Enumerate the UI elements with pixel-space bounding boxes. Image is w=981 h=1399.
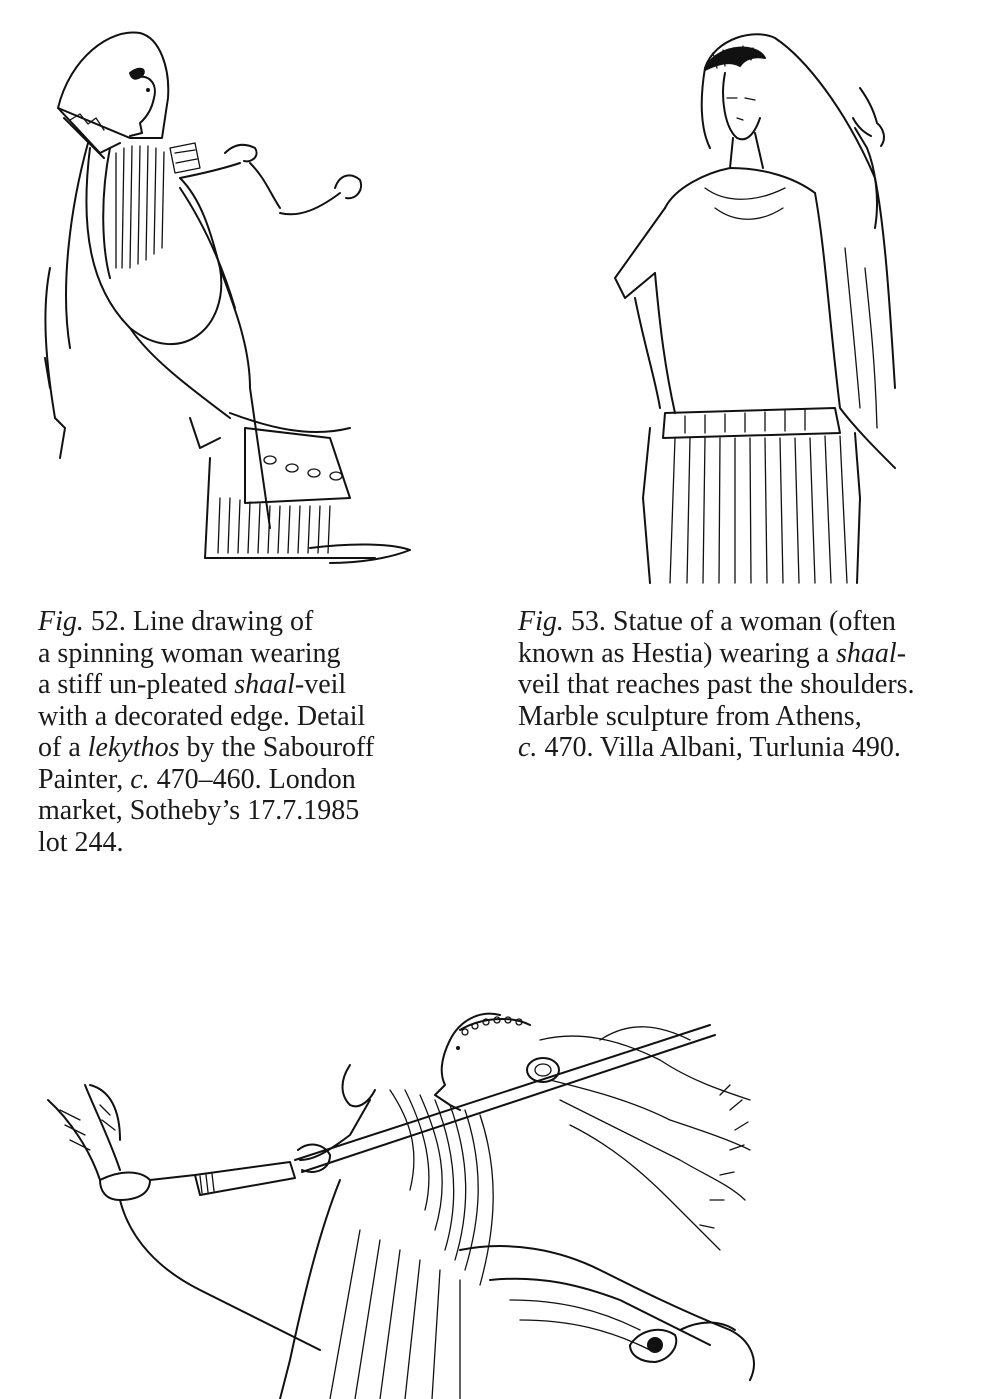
caption-line [38, 606, 374, 638]
caption-italic-run: Fig. [518, 606, 564, 637]
caption-italic-run: lekythos [87, 732, 180, 763]
caption-text-run: with a decorated edge. Detail [38, 700, 366, 732]
caption-text-run: of a [38, 732, 88, 763]
figure-53-statue-drawing [605, 28, 905, 588]
caption-text-run: - [896, 637, 907, 669]
caption-text-run: 470–460. London [149, 763, 356, 795]
caption-line [38, 701, 374, 733]
caption-line [38, 764, 374, 796]
caption-line [38, 732, 374, 764]
figure-52-spinning-woman-drawing [30, 28, 420, 573]
caption-text-run: a stiff un-pleated [38, 669, 235, 700]
caption-text-run: a spinning woman wearing [38, 637, 341, 669]
caption-text-run: -veil [294, 669, 347, 700]
figure-53-caption [518, 606, 915, 764]
figure-running-woman-drawing [40, 1000, 770, 1399]
caption-text-run: by the Sabouroff [179, 732, 375, 763]
figure-52-caption [38, 606, 374, 858]
caption-line [38, 638, 374, 670]
caption-italic-run: shaal [234, 669, 295, 700]
caption-text-run: Marble sculpture from Athens, [518, 700, 862, 732]
caption-italic-run: Fig. [38, 606, 84, 637]
caption-text-run: market, Sotheby’s 17.7.1985 [38, 795, 360, 826]
caption-line [38, 669, 374, 701]
caption-text-run: 52. Line drawing of [83, 606, 314, 637]
caption-text-run: lot 244. [38, 826, 124, 858]
caption-italic-run: c. [130, 763, 150, 795]
caption-line [518, 606, 915, 638]
caption-text-run: Painter, [38, 763, 131, 795]
caption-italic-run: shaal [836, 637, 897, 669]
caption-line [518, 701, 915, 733]
caption-text-run: veil that reaches past the shoulders. [518, 669, 915, 700]
caption-line [518, 669, 915, 701]
caption-text-run: 470. Villa Albani, Turlunia 490. [537, 732, 901, 763]
caption-text-run: 53. Statue of a woman (often [563, 606, 896, 637]
caption-text-run: known as Hestia) wearing a [518, 637, 837, 669]
caption-line [518, 732, 915, 764]
caption-italic-run: c. [518, 732, 538, 763]
caption-line [38, 795, 374, 827]
caption-line [518, 638, 915, 670]
caption-line [38, 827, 374, 859]
